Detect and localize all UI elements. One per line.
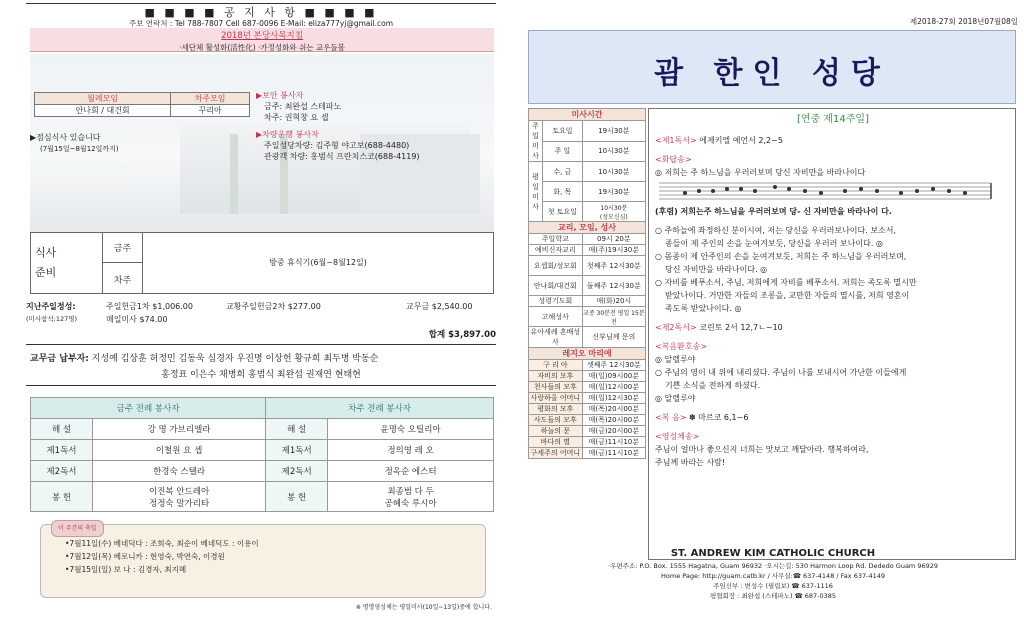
legio-name: 평화의 모후 — [529, 404, 583, 415]
edu-time: 09시 20분 — [582, 234, 645, 245]
role-cell: 해 설 — [31, 419, 93, 440]
bulletin-page — [528, 16, 1018, 616]
parking-line-1: 주일성당차량: 김주형 야고보(688-4480) — [264, 141, 410, 150]
server-cell: 최종범 다 두 공혜숙 루시아 — [328, 482, 494, 512]
contact-line: 주보 연락처 : Tel 788-7807 Cell 687-0096 E-Mail: eliza777yj@gmail.com — [128, 19, 394, 28]
edu-time: 첫째주 12시30분 — [582, 256, 645, 276]
legio-time: 셋째주 12시30분 — [582, 360, 645, 371]
legio-time: 매(금)11시10분 — [582, 448, 645, 459]
table-row — [31, 461, 494, 482]
legio-name: 하늘의 문 — [529, 426, 583, 437]
acclamation-1: ◎ 알렐루야 — [655, 355, 696, 364]
legio-time: 매(일)09시00분 — [582, 371, 645, 382]
role-cell: 제2독서 — [266, 461, 328, 482]
role-cell: 봉 헌 — [266, 482, 328, 512]
table-row — [529, 371, 646, 382]
psalm-verse-3: ○ 자비를 베푸소서, 주님, 저희에게 자비를 베푸소서. 저희는 족도록 멸시만 — [655, 278, 917, 287]
sunday-name: [연중 제14주일] — [796, 114, 869, 125]
mass-time: 19시30분 — [582, 121, 645, 142]
address-line-1: ·우편주소: P.O. Box. 1555 Hagatna, Guam 96932 ·오시는길: 530 Harmon Loop Rd. Dededo Guam 96929 — [607, 562, 939, 570]
edu-time: 교중 30분전 평일 15분전 — [582, 307, 645, 327]
table-row — [529, 415, 646, 426]
psalm-verse-3b: 받았나이다. 거만한 자들의 조롱을, 교만한 자들의 멸시를, 저희 영혼이 — [665, 291, 910, 300]
parking-line-2: 관광객 차량: 홍범식 프란치스코(688-4119) — [264, 152, 420, 161]
meeting-header-monthly: 월례모임 — [35, 93, 171, 105]
role-cell: 제1독서 — [31, 440, 93, 461]
donors-box — [26, 344, 496, 386]
edu-time: 매(주)19시30분 — [582, 245, 645, 256]
legio-name: 구세주의 어머니 — [529, 448, 583, 459]
meal-label-2: 준비 — [35, 266, 57, 279]
table-row — [529, 382, 646, 393]
edu-name: 요셉회/성모회 — [529, 256, 583, 276]
legio-time: 매(일)12시30분 — [582, 393, 645, 404]
feast-line-3: •7월15일(일) 보 나 : 김경자, 최지혜 — [65, 565, 187, 574]
address-line-3: 주임신부 : 변성수 (필립보) ☎ 637-1116 — [713, 582, 833, 590]
role-cell: 해 설 — [266, 419, 328, 440]
mass-day: 첫 토요일 — [543, 202, 583, 222]
pastoral-subtitle: ·세단체 활성화(活性化) ·가정성화와 쉬는 교우돌봄 — [179, 43, 345, 52]
liturgy-servers-table — [30, 397, 494, 512]
acclamation-2: ○ 주님의 영이 내 위에 내리셨다. 주님이 나를 보내시어 가난한 이들에게 — [655, 368, 907, 377]
first-reading-text: 에제키엘 예언서 2,2~5 — [699, 136, 783, 145]
role-cell: 봉 헌 — [31, 482, 93, 512]
edu-name: 예비신자교리 — [529, 245, 583, 256]
meal-next-week: 차주 — [103, 263, 143, 293]
table-row — [529, 182, 646, 202]
church-name: 괌 한인 성당 — [654, 56, 890, 91]
edu-name: 안나회/대건회 — [529, 276, 583, 296]
mass-group: 평일미사 — [529, 162, 543, 222]
offering-1: 주일헌금1차 $1,006.00 — [106, 302, 193, 311]
mass-time: 10시30분 (성모신심) — [582, 202, 645, 222]
communion-label: <영성체송> — [655, 432, 700, 441]
gospel-label: <복 음> — [655, 413, 687, 422]
meal-prep-table — [30, 232, 494, 294]
offering-3: 교무금 $2,540.00 — [406, 302, 473, 311]
table-row — [529, 307, 646, 327]
meeting-header-next: 차주모임 — [171, 93, 250, 105]
edu-title: 교리, 모임, 성사 — [529, 222, 646, 234]
offering-label: 지난주일정성: — [26, 302, 76, 311]
parking-heading: ▶차량운행 봉사자 — [256, 130, 319, 139]
table-row — [529, 245, 646, 256]
feast-days-box — [40, 524, 486, 598]
servers-this-week-header: 금주 전례 봉사자 — [31, 398, 266, 419]
psalm-verse-2b: 당신 자비만을 바라나이다. ◎ — [665, 265, 768, 274]
table-row — [529, 234, 646, 245]
acclamation-label: <복음환호송> — [655, 342, 708, 351]
donors-line-2: 홍정표 이은수 채병희 홍범식 최완섭 권재연 현태현 — [161, 370, 361, 380]
feast-days-tag: 이 주간의 축일 — [51, 520, 104, 537]
legio-name: 사도들의 모후 — [529, 415, 583, 426]
gospel — [655, 411, 1011, 424]
address-line-4: 평협회장 : 최완섭 (스테파노) ☎ 687-0385 — [709, 592, 837, 600]
servers-next-week-header: 차주 전례 봉사자 — [266, 398, 494, 419]
psalm-refrain: (후렴) 저희는주 하느님을 우러러보며 당- 신 자비만을 바라나이 다. — [655, 207, 892, 216]
legio-time: 매(금)11시10분 — [582, 437, 645, 448]
server-cell: 이진복 안드레아 정정숙 말가리타 — [93, 482, 266, 512]
psalm-verse-1b: 종들이 제 주인의 손을 눈여겨보듯, 당신을 우러러 보나이다. ◎ — [665, 239, 883, 248]
psalm-label: <화답송> — [655, 155, 692, 164]
psalm-verse-2: ○ 몸종이 제 안주인의 손을 눈여겨보듯, 저희는 주 하느님을 우러러보며, — [655, 252, 907, 261]
footnote: ※ 명명영성체는 평일미사(10일~13일)중에 합니다. — [355, 604, 492, 611]
communion-2: 주님께 바라는 사람! — [655, 458, 726, 467]
legio-time: 매(일)12시00분 — [582, 382, 645, 393]
first-reading — [655, 134, 1011, 147]
church-english-name: ST. ANDREW KIM CATHOLIC CHURCH — [670, 548, 876, 559]
legio-name: 바다의 별 — [529, 437, 583, 448]
offering-2: 교황주일헌금2차 $277.00 — [226, 302, 321, 311]
table-row — [529, 276, 646, 296]
meal-this-week: 금주 — [103, 233, 143, 263]
legio-time: 매(목)20시00분 — [582, 415, 645, 426]
table-row — [529, 393, 646, 404]
first-reading-label: <제1독서> — [655, 136, 697, 145]
volunteer-info — [256, 90, 486, 162]
mass-time: 10시30분 — [582, 141, 645, 162]
legio-time: 매(목)20시00분 — [582, 404, 645, 415]
table-row — [529, 162, 646, 182]
table-row — [529, 296, 646, 307]
acclamation-3: ◎ 알렐루야 — [655, 394, 696, 403]
legio-name: 사랑하올 어머니 — [529, 393, 583, 404]
server-cell: 강 명 가브리엘라 — [93, 419, 266, 440]
masthead — [528, 30, 1016, 104]
security-heading: ▶보안 봉사자 — [256, 91, 304, 100]
second-reading — [655, 321, 1011, 334]
mass-group: 주일미사 — [529, 121, 543, 162]
meal-note: 방중 휴식기(6월~8월12일) — [269, 258, 367, 267]
edu-name: 주일학교 — [529, 234, 583, 245]
second-reading-text: 코린토 2서 12,7ㄴ~10 — [699, 323, 783, 332]
table-row — [529, 448, 646, 459]
meeting-next-value: 꾸리아 — [171, 105, 250, 117]
mass-time: 10시30분 — [582, 162, 645, 182]
pastoral-banner — [30, 28, 494, 52]
legio-name: 천사들의 모후 — [529, 382, 583, 393]
mass-day: 화, 목 — [543, 182, 583, 202]
offering-4: 매일미사 $74.00 — [106, 315, 168, 324]
server-cell: 이철원 요 셉 — [93, 440, 266, 461]
address-line-2: Home Page: http://guam.catb.kr / 사무실:☎ 637-4148 / Fax 637-4149 — [661, 572, 885, 580]
table-row — [31, 440, 494, 461]
legio-name: 구 리 아 — [529, 360, 583, 371]
palm-tree-image — [230, 134, 238, 214]
table-row — [529, 256, 646, 276]
notice-title: ■ ■ ■ ■ 공 지 사 항 ■ ■ ■ ■ — [144, 6, 378, 19]
communion-1: 주님이 얼마나 좋으신지 너희는 맛보고 깨달아라. 행복하여라, — [655, 445, 869, 454]
mass-day: 토요일 — [543, 121, 583, 142]
security-this-week: 금주: 최완섭 스테파노 — [264, 102, 342, 111]
edu-name: 성령기도회 — [529, 296, 583, 307]
legio-title: 레지오 마리애 — [529, 348, 646, 360]
psalm-verse-3c: 족도록 받았나이다. ◎ — [665, 304, 742, 313]
church-address — [528, 561, 1018, 601]
mass-title: 미사시간 — [529, 109, 646, 121]
table-row — [529, 202, 646, 222]
mass-schedule-table — [528, 108, 646, 459]
table-row — [31, 419, 494, 440]
server-cell: 정옥순 에스터 — [328, 461, 494, 482]
offering-total: 합계 $3,897.00 — [428, 330, 496, 340]
feast-line-1: •7월11일(수) 베네딕다 : 조희숙, 최순이 베네딕도 : 이용이 — [65, 539, 259, 548]
meal-label — [31, 233, 103, 293]
donors-label: 교무금 납부자: — [30, 354, 89, 364]
mass-day: 수, 금 — [543, 162, 583, 182]
gospel-text: ✽ 마르코 6,1~6 — [688, 413, 749, 422]
second-reading-label: <제2독서> — [655, 323, 697, 332]
pastoral-title: 2018년 본당사목지침 — [221, 31, 303, 41]
lunch-date: (7월15일~8월12일까지) — [40, 145, 119, 153]
security-next-week: 차주: 권혁창 요 셉 — [264, 113, 329, 122]
meal-label-1: 식사 — [35, 246, 57, 259]
edu-time: 매(화)20시 — [582, 296, 645, 307]
meetings-table — [34, 92, 250, 117]
legio-time: 매(금)20시00분 — [582, 426, 645, 437]
psalm-verse-1: ○ 주하늘에 좌정하신 분이시여, 저는 당신을 우러러보나이다. 보소서, — [655, 226, 897, 235]
psalm-response: ◎ 저희는 주 하느님을 우러러보며 당신 자비만을 바라나이다 — [655, 168, 866, 177]
music-score-image — [655, 179, 995, 201]
lunch-notice: ▶점심식사 있습니다 — [30, 133, 101, 142]
table-row — [529, 437, 646, 448]
meeting-monthly-value: 안나회 / 대건회 — [35, 105, 171, 117]
mass-time: 19시30분 — [582, 182, 645, 202]
table-row — [529, 141, 646, 162]
table-row — [529, 327, 646, 348]
table-row — [31, 482, 494, 512]
edu-name: 유아세례 혼배성사 — [529, 327, 583, 348]
acclamation-2b: 기쁜 소식을 전하게 하셨다. — [665, 381, 761, 390]
edu-name: 고해성사 — [529, 307, 583, 327]
table-row — [529, 121, 646, 142]
server-cell: 정의영 레 오 — [328, 440, 494, 461]
attendance: (미사참석:127명) — [26, 315, 78, 323]
server-cell: 한경숙 스텔라 — [93, 461, 266, 482]
mass-day: 주 일 — [543, 141, 583, 162]
edu-time: 신부님께 문의 — [582, 327, 645, 348]
readings-panel — [648, 108, 1016, 560]
table-row — [529, 426, 646, 437]
table-row — [529, 360, 646, 371]
donors-line-1: 지성예 김상훈 허정민 김동욱 심경자 우진명 이상헌 황규희 최두병 박동순 — [91, 354, 379, 364]
table-row — [529, 404, 646, 415]
server-cell: 윤명숙 오틸리아 — [328, 419, 494, 440]
issue-info: 제2018-27회 2018년07월08일 — [909, 17, 1018, 26]
role-cell: 제1독서 — [266, 440, 328, 461]
role-cell: 제2독서 — [31, 461, 93, 482]
legio-name: 자비의 모후 — [529, 371, 583, 382]
feast-line-2: •7월12일(목) 베로니카 : 현영숙, 박연숙, 이경원 — [65, 552, 225, 561]
notice-page — [26, 4, 496, 616]
edu-time: 둘째주 12시30분 — [582, 276, 645, 296]
